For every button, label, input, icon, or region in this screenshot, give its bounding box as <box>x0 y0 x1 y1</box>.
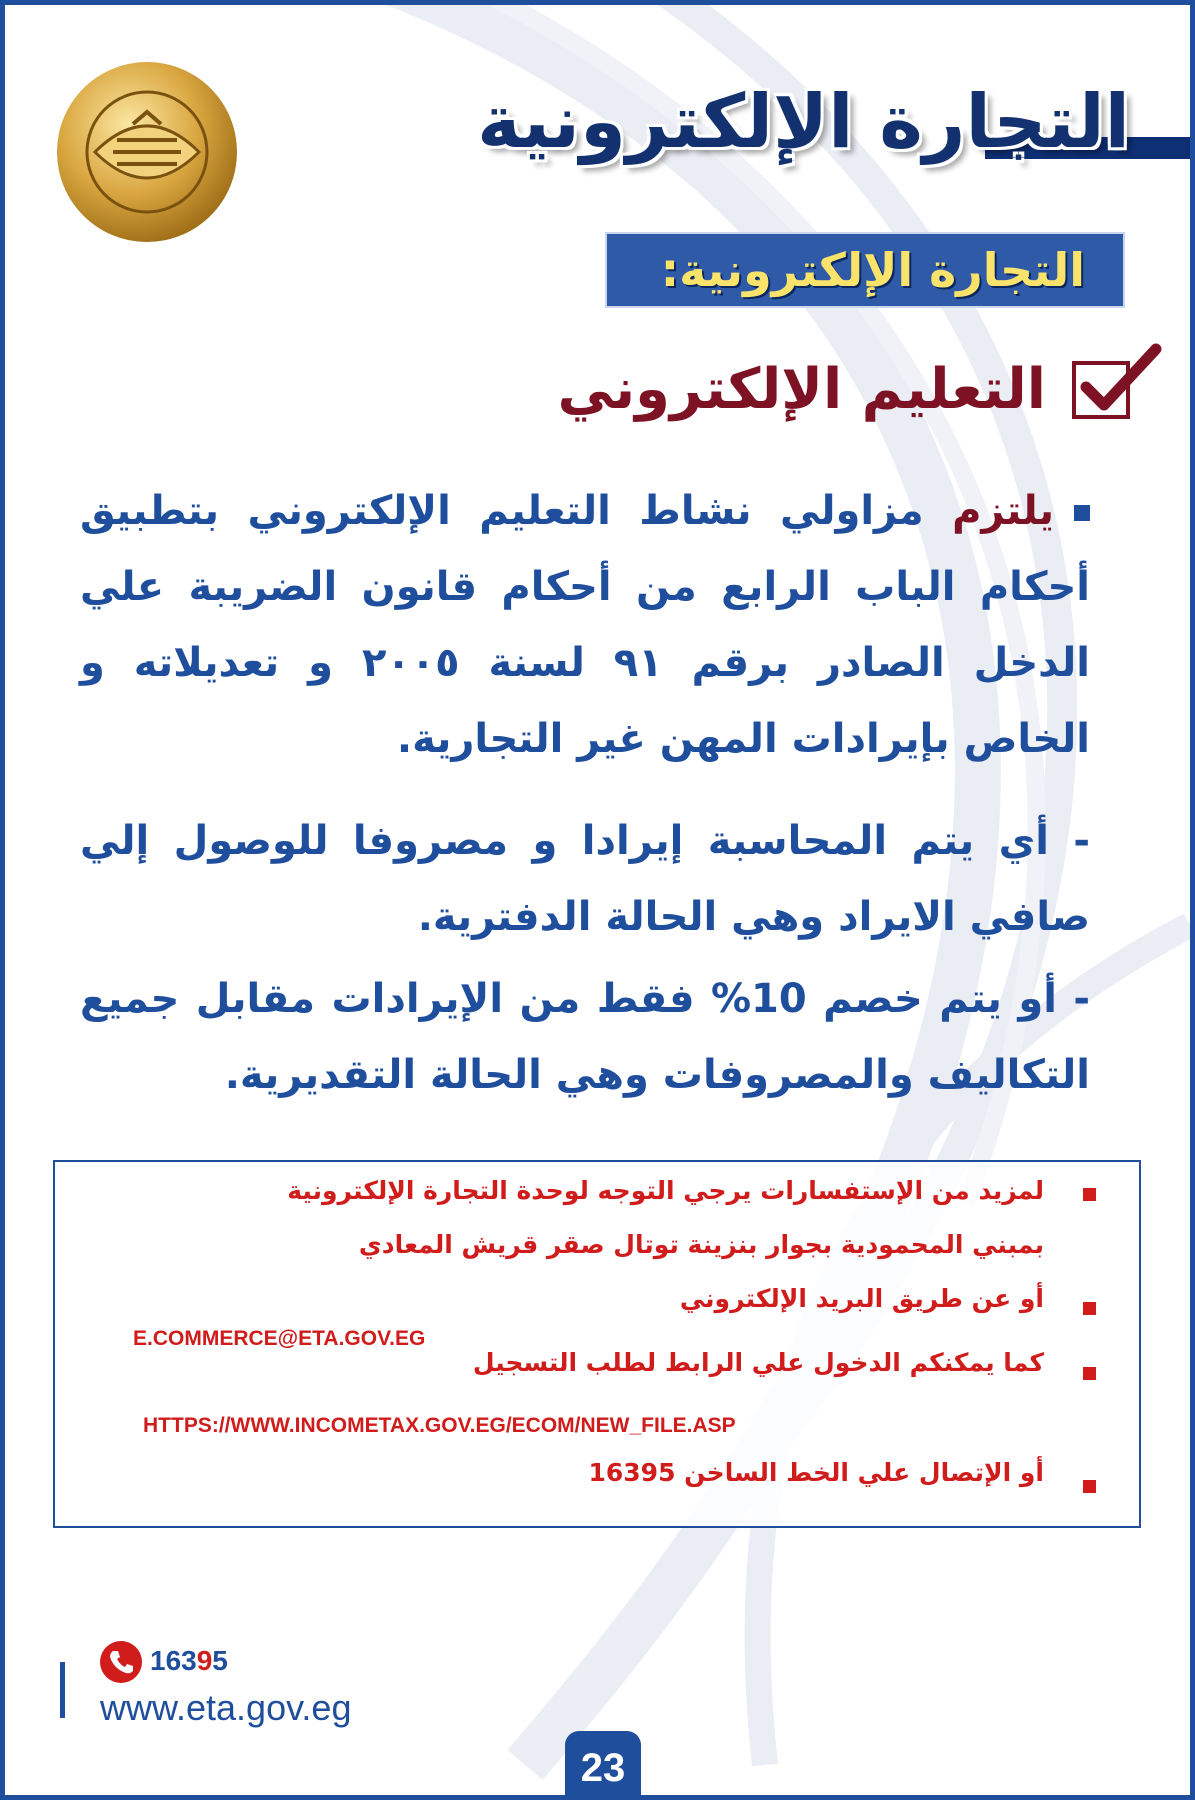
website-link[interactable]: www.eta.gov.eg <box>100 1687 352 1728</box>
info-line-5: أو الإتصال علي الخط الساخن 16395 <box>588 1458 1044 1487</box>
footer-accent-bar <box>60 1662 65 1718</box>
subtitle-text: التجارة الإلكترونية: <box>660 243 1085 297</box>
email-link[interactable]: E.COMMERCE@ETA.GOV.EG <box>133 1327 426 1350</box>
section-heading <box>558 350 1131 430</box>
hotline-digits: 163 <box>150 1645 197 1676</box>
info-line-1: لمزيد من الإستفسارات يرجي التوجه لوحدة التجارة الإلكترونية <box>287 1176 1044 1205</box>
red-bullet-icon <box>1083 1302 1096 1315</box>
contact-info-box <box>53 1160 1141 1528</box>
checkbox-icon <box>1072 361 1130 419</box>
paragraph-1-text: مزاولي نشاط التعليم الإلكتروني بتطبيق أحكام الباب الرابع من أحكام قانون الضريبة علي الدخل الصادر برقم ٩١ لسنة ٢٠٠٥ و تعديلاته و الخاص بإيرادات المهن غير التجارية. <box>80 488 1091 762</box>
subtitle-banner <box>605 232 1125 308</box>
ministry-seal-logo <box>55 60 240 245</box>
red-bullet-icon <box>1083 1480 1096 1493</box>
phone-handset-icon <box>100 1641 142 1683</box>
phone-icon <box>100 1641 142 1683</box>
square-bullet-icon <box>1074 505 1090 521</box>
checkmark-icon <box>1074 337 1164 417</box>
page-number: 23 <box>565 1731 641 1800</box>
hotline-accent-digit: 9 <box>196 1645 213 1676</box>
hotline-last-digit: 5 <box>212 1645 228 1676</box>
hotline-number[interactable] <box>150 1645 228 1677</box>
info-line-4: كما يمكنكم الدخول علي الرابط لطلب التسجيل <box>472 1348 1044 1377</box>
paragraph-1 <box>80 473 1090 777</box>
paragraph-3: - أو يتم خصم 10% فقط من الإيرادات مقابل جميع التكاليف والمصروفات وهي الحالة التقديرية. <box>80 976 1090 1098</box>
paragraph-1-highlight: يلتزم <box>952 488 1054 534</box>
section-title: التعليم الإلكتروني <box>557 357 1046 422</box>
red-bullet-icon <box>1083 1367 1096 1380</box>
info-line-2: بمبني المحمودية بجوار بنزينة توتال صقر قريش المعادي <box>358 1230 1044 1259</box>
registration-link[interactable]: HTTPS://WWW.INCOMETAX.GOV.EG/ECOM/NEW_FILE.ASP <box>143 1414 736 1437</box>
page-title: التجارة الإلكترونية <box>477 79 1130 165</box>
paragraph-2: - أي يتم المحاسبة إيرادا و مصروفا للوصول إلي صافي الايراد وهي الحالة الدفترية. <box>80 818 1090 940</box>
info-line-3: أو عن طريق البريد الإلكتروني <box>679 1284 1044 1313</box>
red-bullet-icon <box>1083 1188 1096 1201</box>
